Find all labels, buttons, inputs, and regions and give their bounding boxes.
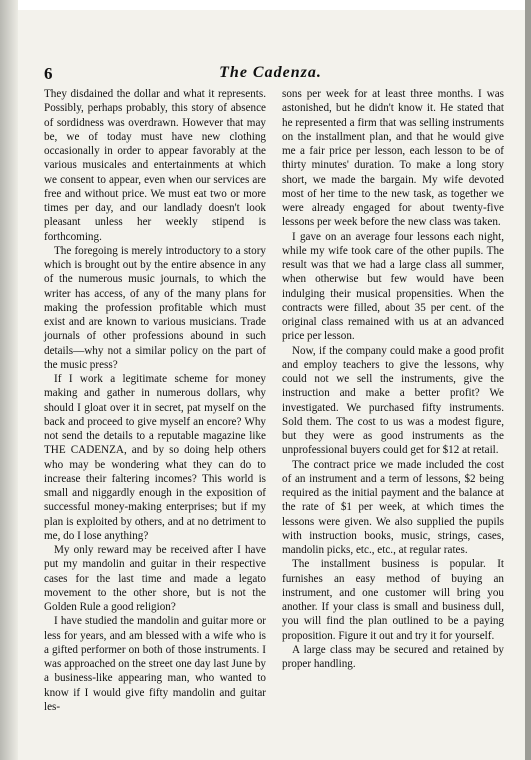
right-column	[282, 87, 504, 714]
paragraph: I have studied the mandolin and guitar more or less for years, and am blessed with a wife who is a gifted performer on both of those instruments. I was approached on the street one day last June by a business-like appearing man, who wanted to know if I would give fifty mandolin and guitar les-	[44, 615, 266, 713]
running-title: The Cadenza.	[219, 64, 322, 81]
paragraph: I gave on an average four lessons each night, while my wife took care of the other pupils. The result was that we had a large class all summer, when otherwise but few would have been indulging their musical propensities. When the contracts were filled, about 35 per cent. of the original class remained with us at an advanced price per lesson.	[282, 230, 504, 343]
paragraph: If I work a legitimate scheme for money making and gather in numerous dollars, why should I gloat over it in secret, pat myself on the back and proceed to give myself an encore? Why not send the details to a reputable magazine like THE CADENZA, and by so doing help others who may be wondering what they can do to increase their faltering incomes? This world is small and niggardly enough in the exposition of successful money-making enterprises; but if my plan is exploited by others, and at no detriment to me, do I lose anything?	[44, 373, 266, 542]
paragraph: The foregoing is merely introductory to a story which is brought out by the entire absence in any of the numerous music journals, to which the writer has access, of any of the many plans for making the profession profitable which must exist and are known to various musicians. Trade journals of other professions abound in such details—why not a similar policy on the part of the music press?	[44, 244, 266, 371]
paragraph: They disdained the dollar and what it represents. Possibly, perhaps probably, this story of absence of sordidness was overdrawn. However that may be, we of today must have new clothing occasionally in order to appear favorably at the various musicales and entertainments at which we consent to appear, even when our services are free and without price. We must eat two or more times per day, and our landlady doesn't look pleasant unless her weekly stipend is forthcoming.	[44, 88, 266, 243]
paragraph: sons per week for at least three months. I was astonished, but he didn't know it. He stated that he represented a firm that was selling instruments on the installment plan, and that he would give me a fair price per lesson, each lesson to be of thirty minutes' duration. To make a long story short, we made the bargain. My wife devoted most of her time to the new task, as together we were already engaged for about twenty-five lessons per week before the new class was taken.	[282, 88, 504, 229]
article-body	[44, 87, 504, 714]
page-number: 6	[44, 64, 53, 83]
left-column	[44, 87, 266, 714]
binding-edge	[0, 0, 18, 760]
paragraph: A large class may be secured and retained by proper handling.	[282, 643, 504, 670]
paragraph: My only reward may be received after I have put my mandolin and guitar in their respective cases for the last time and made a legato movement to the other shore, but is not the Golden Rule a good religion?	[44, 544, 266, 613]
paragraph: Now, if the company could make a good profit and employ teachers to give the lessons, why could not we sell the instruments, give the instruction and make a better profit? We investigated. We purchased fifty instruments. Sold them. The cost to us was a modest figure, but they were as good instruments as the unprofessional buyers could get for $12 at retail.	[282, 344, 504, 457]
paragraph: The contract price we made included the cost of an instrument and a term of lessons, $2 being required as the initial payment and the balance at the rate of $1 per week, at which times the lessons were given. We also supplied the pupils with instruction books, music, strings, cases, mandolin picks, etc., etc., at regular rates.	[282, 458, 504, 556]
page-top-margin	[0, 0, 531, 10]
paragraph: The installment business is popular. It furnishes an easy method of buying an instrument, and one customer will bring you another. If your class is small and business dull, you will find the plan outlined to be a paying proposition. Figure it out and try it for yourself.	[282, 558, 504, 642]
page-right-edge	[525, 0, 531, 760]
page-header	[44, 64, 497, 84]
